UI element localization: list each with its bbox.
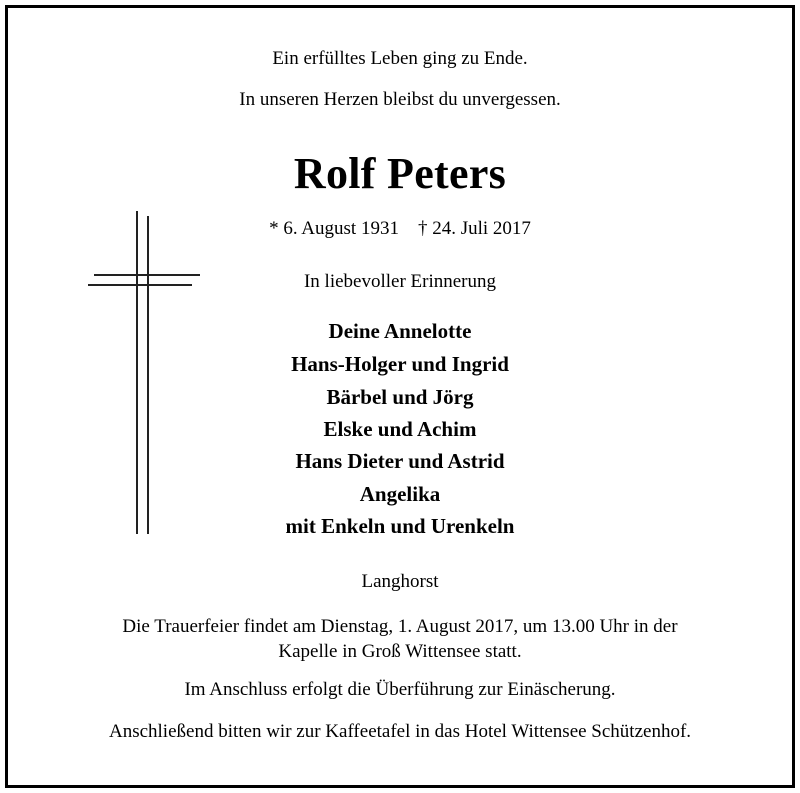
- remembrance-line: In liebevoller Erinnerung: [303, 271, 497, 292]
- intro-line-1: Ein erfülltes Leben ging zu Ende.: [272, 48, 528, 69]
- intro-line-2: In unseren Herzen bleibst du unvergessen.: [239, 89, 561, 110]
- service-line-4: Anschließend bitten wir zur Kaffeetafel in das Hotel Wittensee Schützenhof.: [108, 721, 692, 742]
- family-member: Deine Annelotte: [328, 319, 472, 343]
- service-line-1: Die Trauerfeier findet am Dienstag, 1. August 2017, um 13.00 Uhr in der: [122, 616, 678, 637]
- deceased-name: Rolf Peters: [293, 149, 507, 198]
- family-member: Elske und Achim: [323, 417, 477, 441]
- family-member: Hans Dieter und Astrid: [295, 449, 505, 473]
- life-dates: * 6. August 1931 † 24. Juli 2017: [269, 218, 531, 239]
- service-line-2: Kapelle in Groß Wittensee statt.: [278, 641, 522, 662]
- family-member: Bärbel und Jörg: [326, 385, 474, 409]
- family-member: mit Enkeln und Urenkeln: [285, 514, 515, 538]
- service-line-3: Im Anschluss erfolgt die Überführung zur Einäscherung.: [184, 679, 616, 700]
- family-member: Hans-Holger und Ingrid: [291, 352, 509, 376]
- place-line: Langhorst: [361, 571, 439, 592]
- obituary-notice: [5, 5, 795, 788]
- family-member: Angelika: [359, 482, 441, 506]
